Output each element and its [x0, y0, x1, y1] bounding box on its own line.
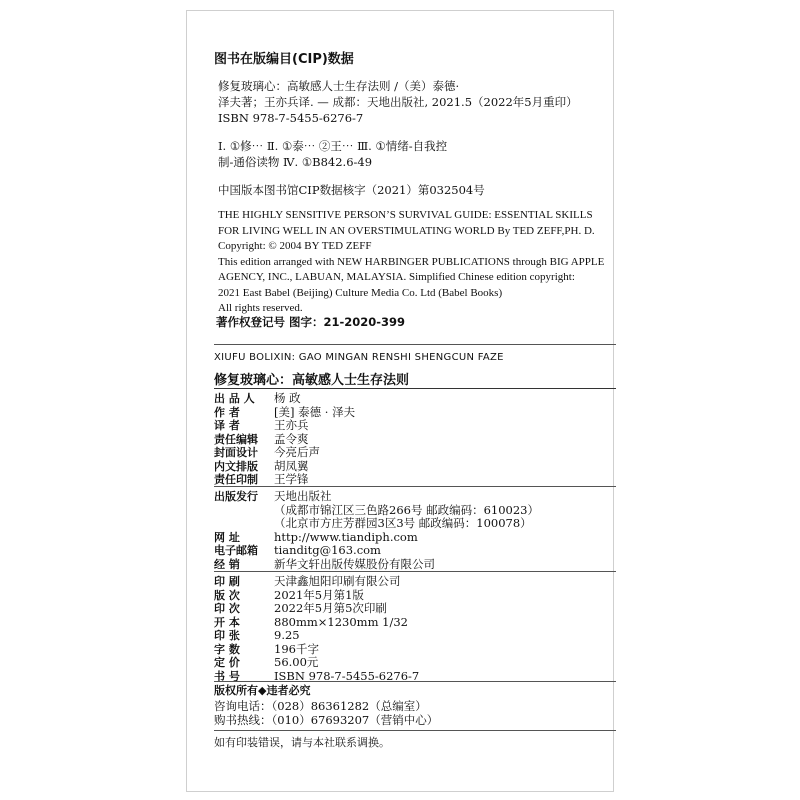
inquiry-phone: 咨询电话：（028）86361282（总编室）: [214, 698, 427, 713]
website-label: 网 址: [214, 530, 240, 544]
english-line-7: All rights reserved.: [218, 302, 303, 314]
publisher-address-row: [214, 504, 539, 518]
printing-value: 196千字: [274, 641, 319, 656]
credit-row: [214, 460, 355, 474]
credit-value: 孟令爽: [274, 431, 309, 446]
divider: [214, 571, 616, 572]
credit-row: [214, 433, 355, 447]
credit-label: 内文排版: [214, 459, 258, 473]
printing-row: [214, 589, 419, 603]
email-label: 电子邮箱: [214, 544, 258, 557]
distributor-name: 新华文轩出版传媒股份有限公司: [274, 556, 435, 571]
cip-heading: 图书在版编目(CIP)数据: [214, 52, 354, 67]
cip-isbn: ISBN 978-7-5455-6276-7: [218, 111, 364, 125]
distributor-row: [214, 558, 539, 572]
divider: [214, 730, 616, 731]
website-row: [214, 531, 539, 545]
printing-value: ISBN 978-7-5455-6276-7: [274, 668, 420, 683]
credit-label: 责任编辑: [214, 432, 258, 446]
credit-value: 王学锋: [274, 472, 309, 486]
printing-row: [214, 629, 419, 643]
printing-row: [214, 575, 419, 589]
english-line-1: THE HIGHLY SENSITIVE PERSON’S SURVIVAL GUIDE: ESSENTIAL SKILLS: [218, 209, 593, 221]
printing-value: 2021年5月第1版: [274, 587, 364, 602]
credit-label: 译 者: [214, 419, 240, 432]
english-line-6: 2021 East Babel (Beijing) Culture Media Co. Ltd (Babel Books): [218, 287, 503, 299]
distributor-label: 经 销: [214, 557, 240, 571]
credit-row: [214, 392, 355, 406]
publisher-address-beijing: （北京市方庄芳群园3区3号 邮政编码：100078）: [274, 516, 532, 530]
publisher-block: [214, 490, 539, 571]
printing-label: 印 张: [214, 629, 240, 642]
website-link[interactable]: http://www.tiandiph.com: [274, 529, 418, 544]
credit-value: 王亦兵: [274, 418, 309, 432]
printing-row: [214, 616, 419, 630]
cip-verification: 中国版本图书馆CIP数据核字（2021）第032504号: [218, 183, 485, 197]
credit-row: [214, 446, 355, 460]
printing-label: 定 价: [214, 656, 240, 669]
rights-notice: 版权所有◆违者必究: [214, 684, 311, 697]
pinyin-title: XIUFU BOLIXIN: GAO MINGAN RENSHI SHENGCUN FAZE: [214, 352, 504, 363]
sales-hotline: 购书热线：（010）67693207（营销中心）: [214, 713, 439, 727]
printing-label: 开 本: [214, 615, 240, 629]
printing-value: 56.00元: [274, 655, 319, 669]
publisher-label: 出版发行: [214, 490, 258, 503]
credit-row: [214, 419, 355, 433]
credit-value: 杨 政: [274, 391, 301, 405]
cip-class-1: Ⅰ. ①修⋯ Ⅱ. ①泰⋯ ②王⋯ Ⅲ. ①情绪-自我控: [218, 139, 448, 153]
printing-value: 2022年5月第5次印刷: [274, 601, 387, 615]
defect-notice: 如有印装错误，请与本社联系调换。: [214, 736, 390, 749]
credits-list: [214, 392, 355, 487]
printing-label: 版 次: [214, 588, 240, 602]
credit-value: 今亮后声: [274, 445, 320, 459]
printing-label: 印 次: [214, 602, 240, 615]
credit-label: 出 品 人: [214, 392, 255, 405]
printing-label: 书 号: [214, 669, 240, 683]
printing-row: [214, 656, 419, 670]
copyright-block: [214, 684, 438, 728]
english-line-5: AGENCY, INC., LABUAN, MALAYSIA. Simplified Chinese edition copyright:: [218, 271, 575, 283]
printing-value: 天津鑫旭阳印刷有限公司: [274, 574, 401, 588]
divider: [214, 388, 616, 389]
email-row: [214, 544, 539, 558]
publisher-name: 天地出版社: [274, 489, 332, 503]
printing-row: [214, 643, 419, 657]
publisher-row: [214, 490, 539, 504]
cip-line-2: 泽夫著；王亦兵译. — 成都：天地出版社, 2021.5（2022年5月重印）: [218, 95, 578, 109]
credit-label: 封面设计: [214, 446, 258, 459]
registration-number: 著作权登记号 图字：21-2020-399: [216, 315, 406, 329]
divider: [214, 344, 616, 345]
credit-row: [214, 473, 355, 487]
credit-label: 责任印制: [214, 473, 258, 486]
english-line-3: Copyright: © 2004 BY TED ZEFF: [218, 240, 372, 252]
publisher-address-chengdu: （成都市锦江区三色路266号 邮政编码：610023）: [274, 502, 540, 517]
english-line-4: This edition arranged with NEW HARBINGER PUBLICATIONS through BIG APPLE: [218, 256, 605, 268]
printing-info: [214, 575, 419, 683]
cip-class-2: 制-通俗读物 Ⅳ. ①B842.6-49: [218, 155, 373, 169]
email-link[interactable]: tianditg@163.com: [274, 543, 381, 557]
divider: [214, 681, 616, 682]
printing-value: 880mm×1230mm 1/32: [274, 614, 408, 629]
printing-label: 印 刷: [214, 575, 240, 588]
english-line-2: FOR LIVING WELL IN AN OVERSTIMULATING WORLD By TED ZEFF,PH. D.: [218, 225, 595, 237]
printing-label: 字 数: [214, 642, 240, 656]
credit-value: 胡凤翼: [274, 458, 309, 473]
credit-row: [214, 406, 355, 420]
credit-label: 作 者: [214, 405, 240, 419]
publisher-address-row: [214, 517, 539, 531]
cip-line-1: 修复玻璃心：高敏感人士生存法则 /（美）泰德·: [218, 79, 460, 93]
printing-row: [214, 602, 419, 616]
printing-value: 9.25: [274, 628, 300, 642]
chinese-title: 修复玻璃心：高敏感人士生存法则: [214, 373, 410, 388]
credit-value: [美] 泰德 · 泽夫: [274, 404, 356, 419]
divider: [214, 486, 616, 487]
